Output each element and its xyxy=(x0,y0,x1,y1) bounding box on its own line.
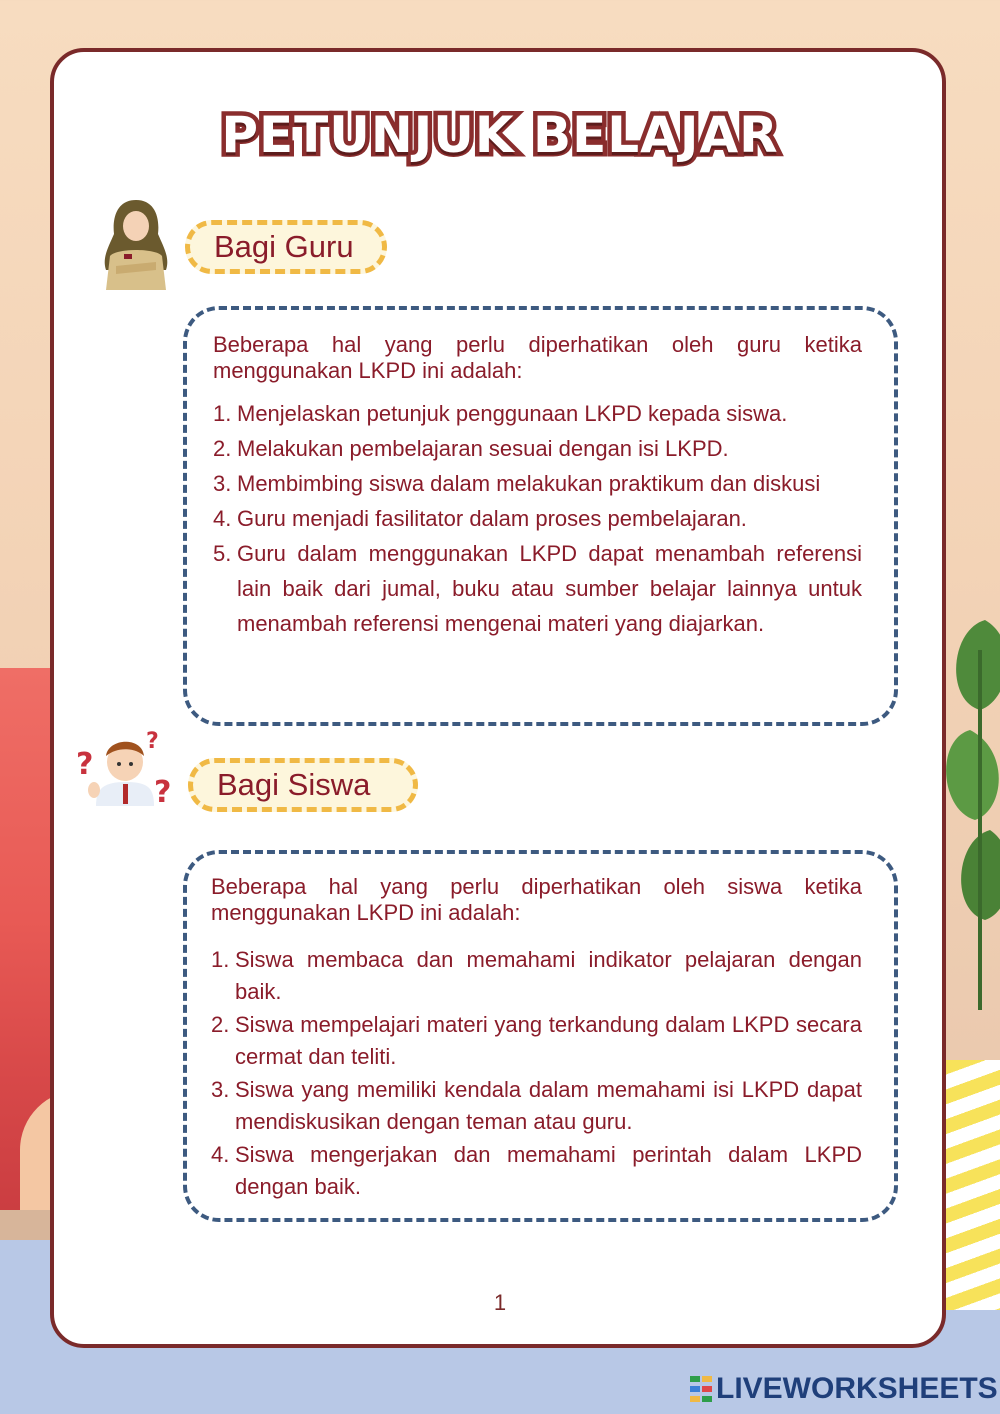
guru-instructions-list xyxy=(213,396,862,641)
page-title: PETUNJUK BELAJAR xyxy=(221,106,779,164)
list-item-number: 3. xyxy=(211,1077,230,1102)
list-item-number: 1. xyxy=(213,401,232,426)
list-item-text: Siswa mempelajari materi yang terkandung dalam LKPD secara cermat dan teliti. xyxy=(235,1012,862,1069)
list-item-text: Melakukan pembelajaran sesuai dengan isi LKPD. xyxy=(237,436,729,461)
list-item-text: Membimbing siswa dalam melakukan praktikum dan diskusi xyxy=(237,471,821,496)
list-item-text: Guru menjadi fasilitator dalam proses pembelajaran. xyxy=(237,506,747,531)
list-item-text: Siswa membaca dan memahami indikator pelajaran dengan baik. xyxy=(235,947,862,1004)
list-item xyxy=(211,1074,862,1138)
liveworksheets-logo-text: LIVEWORKSHEETS xyxy=(716,1372,998,1405)
list-item xyxy=(213,536,862,641)
list-item-number: 3. xyxy=(213,471,232,496)
list-item-number: 5. xyxy=(213,541,232,566)
list-item-text: Siswa yang memiliki kendala dalam memahami isi LKPD dapat mendiskusikan dengan teman atau guru. xyxy=(235,1077,862,1134)
list-item-number: 2. xyxy=(211,1012,230,1037)
section-heading-siswa-label: Bagi Siswa xyxy=(217,767,371,802)
section-heading-guru xyxy=(185,220,387,274)
guru-intro-text: Beberapa hal yang perlu diperhatikan oleh guru ketika menggunakan LKPD ini adalah: xyxy=(213,332,862,383)
list-item-text: Siswa mengerjakan dan memahami perintah dalam LKPD dengan baik. xyxy=(235,1142,862,1199)
siswa-intro-text: Beberapa hal yang perlu diperhatikan oleh siswa ketika menggunakan LKPD ini adalah: xyxy=(211,874,862,925)
list-item xyxy=(213,396,862,431)
list-item xyxy=(211,944,862,1008)
svg-text:?: ? xyxy=(154,775,172,806)
svg-text:?: ? xyxy=(76,747,94,782)
list-item xyxy=(213,466,862,501)
list-item xyxy=(213,501,862,536)
list-item-text: Guru dalam menggunakan LKPD dapat menambah referensi lain baik dari jumal, buku atau sumber belajar lainnya untuk menambah referensi mengenai materi yang diajarkan. xyxy=(237,541,862,636)
list-item xyxy=(213,431,862,466)
guru-instructions-box xyxy=(183,306,898,726)
siswa-instructions-list xyxy=(211,944,862,1203)
liveworksheets-logo[interactable] xyxy=(690,1372,998,1406)
siswa-instructions-box xyxy=(183,850,898,1222)
list-item xyxy=(211,1009,862,1073)
list-item-number: 1. xyxy=(211,947,230,972)
section-heading-siswa xyxy=(188,758,418,812)
plant-icon xyxy=(940,590,1000,1010)
list-item-number: 2. xyxy=(213,436,232,461)
teacher-avatar-icon xyxy=(96,196,176,292)
student-avatar-icon xyxy=(74,726,180,806)
list-item-number: 4. xyxy=(213,506,232,531)
section-heading-guru-label: Bagi Guru xyxy=(214,229,354,264)
background-striped-cushion xyxy=(945,1060,1000,1310)
list-item-number: 4. xyxy=(211,1142,230,1167)
list-item-text: Menjelaskan petunjuk penggunaan LKPD kepada siswa. xyxy=(237,401,788,426)
svg-text:?: ? xyxy=(146,729,159,754)
page-number: 1 xyxy=(493,1290,507,1315)
liveworksheets-logo-icon xyxy=(690,1376,712,1402)
list-item xyxy=(211,1139,862,1203)
